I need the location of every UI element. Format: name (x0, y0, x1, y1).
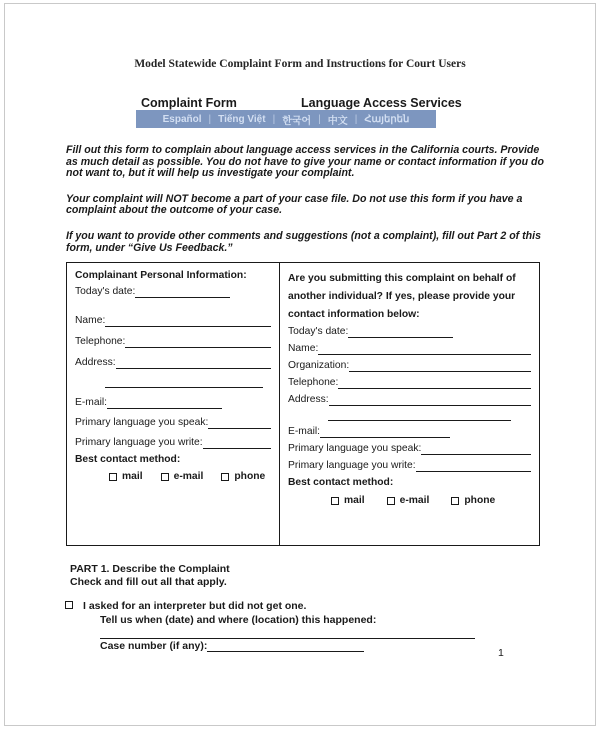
case-number-input-line[interactable] (207, 642, 364, 652)
mail-checkbox[interactable] (109, 473, 117, 481)
language-access-services-title: Language Access Services (301, 96, 462, 110)
todays-date-field: Today's date: (75, 286, 271, 298)
contact-method-label-row: Best contact method: (75, 454, 181, 465)
address-input-line-2[interactable] (105, 378, 263, 388)
email-input-line[interactable] (107, 399, 222, 409)
telephone-input-line[interactable] (338, 379, 531, 389)
interpreter-complaint-label: I asked for an interpreter but did not get one. (83, 600, 307, 612)
telephone-field: Telephone: (288, 377, 531, 389)
case-number-field: Case number (if any): (100, 640, 545, 652)
separator: | (272, 113, 276, 125)
personal-info-table (66, 262, 540, 546)
telephone-input-line[interactable] (125, 338, 271, 348)
mail-option[interactable]: mail (331, 495, 365, 507)
separator: | (208, 113, 212, 125)
complaint-form-title: Complaint Form (141, 96, 237, 110)
contact-method-label-row: Best contact method: (288, 477, 394, 488)
organization-input-line[interactable] (349, 362, 531, 372)
separator: | (318, 113, 321, 125)
language-link-chinese[interactable]: 中文 (327, 115, 348, 127)
interpreter-complaint-checkbox[interactable] (65, 601, 73, 609)
email-input-line[interactable] (320, 428, 450, 438)
language-link-vietnamese[interactable]: Tiếng Việt (218, 113, 266, 125)
telephone-field: Telephone: (75, 336, 271, 348)
name-input-line[interactable] (105, 317, 271, 327)
on-behalf-info-cell (280, 263, 539, 545)
name-field: Name: (288, 343, 531, 355)
complainant-info-cell (67, 263, 280, 545)
on-behalf-heading: Are you submitting this complaint on behalf of another individual? If yes, please provide your contact information below: (288, 273, 516, 320)
language-link-armenian[interactable]: Հայերեն (364, 113, 410, 125)
language-write-field: Primary language you write: (75, 437, 271, 449)
contact-method-options (288, 495, 531, 507)
document-page (4, 3, 596, 726)
language-speak-input-line[interactable] (208, 419, 271, 429)
address-input-line-2[interactable] (328, 411, 511, 421)
interpreter-complaint-item (65, 600, 545, 612)
part1-section (65, 563, 545, 652)
language-speak-field: Primary language you speak: (75, 417, 271, 429)
phone-checkbox[interactable] (451, 497, 459, 505)
when-where-input-line[interactable] (100, 631, 475, 639)
email-field: E-mail: (288, 426, 531, 438)
intro-paragraph-2: Your complaint will NOT become a part of your case file. Do not use this form if you have a complaint about the outcome of your case. (66, 192, 523, 217)
phone-checkbox[interactable] (221, 473, 229, 481)
email-option[interactable]: e-mail (387, 495, 430, 507)
part1-subtitle: Check and fill out all that apply. (70, 576, 227, 588)
todays-date-field: Today's date: (288, 326, 531, 338)
address-field: Address: (75, 357, 271, 369)
address-continuation-field (288, 411, 531, 421)
email-field: E-mail: (75, 397, 271, 409)
todays-date-input-line[interactable] (135, 288, 230, 298)
language-link-spanish[interactable]: Español (162, 113, 202, 125)
language-link-korean[interactable]: 한국어 (282, 115, 312, 127)
address-field: Address: (288, 394, 531, 406)
page-title: Model Statewide Complaint Form and Instructions for Court Users (134, 58, 466, 70)
mail-checkbox[interactable] (331, 497, 339, 505)
part1-title: PART 1. Describe the Complaint (70, 563, 230, 575)
language-write-field: Primary language you write: (288, 460, 531, 472)
separator: | (354, 113, 358, 125)
email-option[interactable]: e-mail (161, 471, 204, 483)
mail-option[interactable]: mail (109, 471, 143, 483)
name-field: Name: (75, 315, 271, 327)
contact-method-options (75, 471, 271, 483)
language-write-input-line[interactable] (416, 462, 531, 472)
intro-paragraph-3: If you want to provide other comments and suggestions (not a complaint), fill out Part 2 of this form, under “Give Us Feedback.” (66, 229, 541, 254)
language-speak-field: Primary language you speak: (288, 443, 531, 455)
intro-paragraph-1: Fill out this form to complain about language access services in the California courts. Provide as much detail as possible. You do not have to give your name or contact information if you do not want to, but it will help us investigate your complaint. (66, 144, 544, 180)
address-input-line[interactable] (116, 359, 271, 369)
todays-date-input-line[interactable] (348, 328, 453, 338)
language-bar (136, 110, 436, 128)
intro-section (66, 145, 548, 268)
address-continuation-field (75, 378, 271, 388)
name-input-line[interactable] (318, 345, 531, 355)
language-speak-input-line[interactable] (421, 445, 531, 455)
email-checkbox[interactable] (161, 473, 169, 481)
language-write-input-line[interactable] (203, 439, 271, 449)
page-number: 1 (498, 647, 504, 659)
phone-option[interactable]: phone (221, 471, 265, 483)
complainant-info-heading: Complainant Personal Information: (75, 270, 247, 281)
address-input-line[interactable] (329, 396, 531, 406)
organization-field: Organization: (288, 360, 531, 372)
email-checkbox[interactable] (387, 497, 395, 505)
phone-option[interactable]: phone (451, 495, 495, 507)
when-where-label: Tell us when (date) and where (location) this happened: (100, 614, 377, 626)
